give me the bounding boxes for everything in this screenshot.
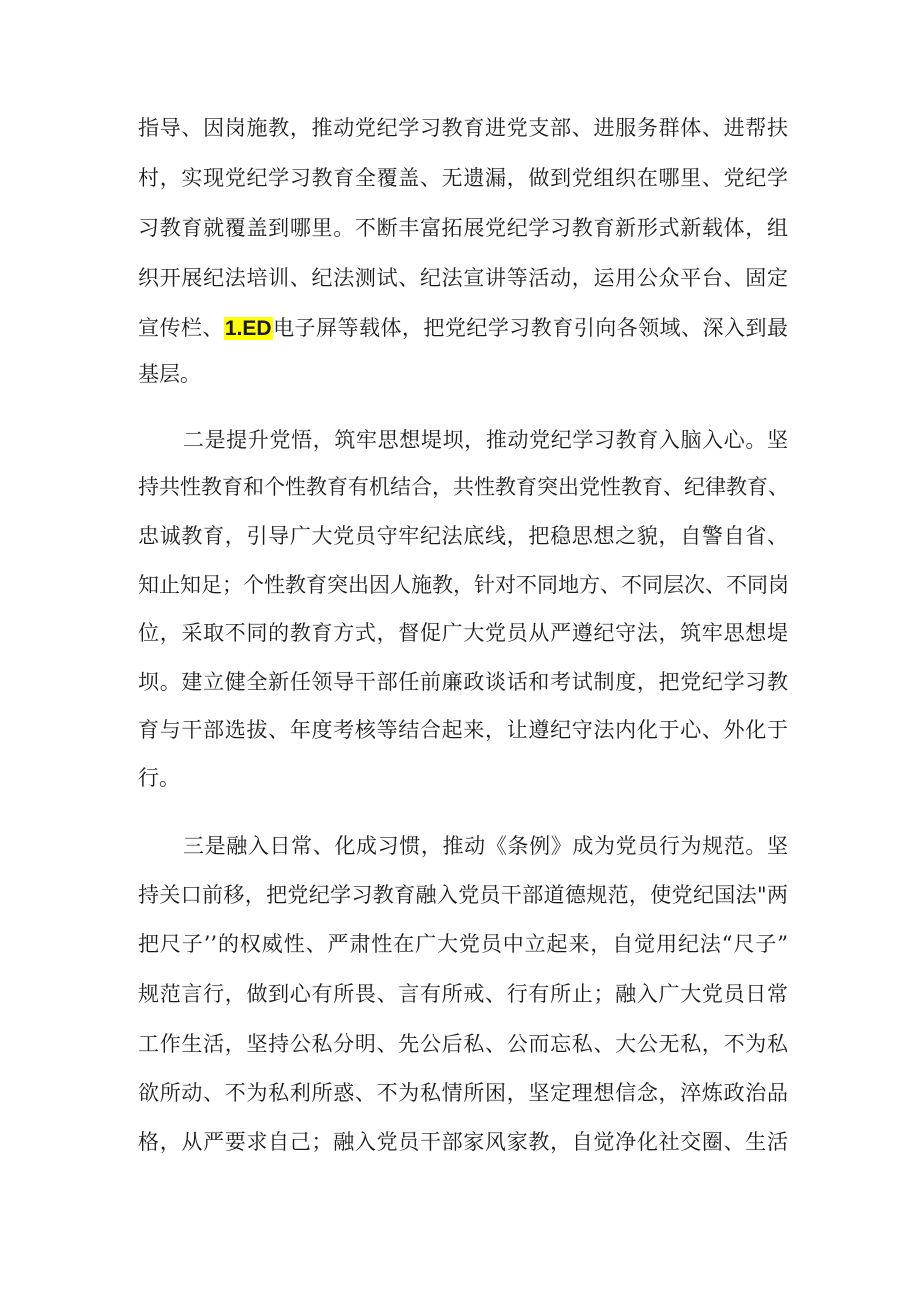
text-segment: 电子屏等载体，把党纪学习教育引向各领域、深入到最 xyxy=(272,316,789,340)
text-line: 行。 xyxy=(138,766,180,790)
text-line: 持关口前移，把党纪学习教育融入党员干部道德规范，使党纪国法"两 xyxy=(138,883,788,907)
text-line: 三是融入日常、化成习惯，推动《条例》成为党员行为规范。坚 xyxy=(183,834,788,858)
text-line: 欲所动、不为私利所惑、不为私情所困，坚定理想信念，淬炼政治品 xyxy=(138,1081,788,1105)
highlighted-text: 1.ED xyxy=(224,317,272,340)
text-line: 知止知足；个性教育突出因人施教，针对不同地方、不同层次、不同岗 xyxy=(138,573,789,597)
text-line: 持共性教育和个性教育有机结合，共性教育突出党性教育、纪律教育、 xyxy=(138,475,789,499)
text-line: 习教育就覆盖到哪里。不断丰富拓展党纪学习教育新形式新载体，组 xyxy=(138,216,788,240)
text-line xyxy=(138,308,788,348)
text-line: 工作生活，坚持公私分明、先公后私、公而忘私、大公无私，不为私 xyxy=(138,1032,788,1056)
text-line: 指导、因岗施教，推动党纪学习教育进党支部、进服务群体、进帮扶 xyxy=(138,116,788,140)
text-line: 规范言行，做到心有所畏、言有所戒、行有所止；融入广大党员日常 xyxy=(138,982,788,1006)
text-line: 基层。 xyxy=(138,362,201,386)
text-line: 格，从严要求自己；融入党员干部家风家教，自觉净化社交圈、生活 xyxy=(138,1130,788,1154)
text-line: 位，采取不同的教育方式，督促广大党员从严遵纪守法，筑牢思想堤 xyxy=(138,621,788,645)
text-line: 忠诚教育，引导广大党员守牢纪法底线，把稳思想之貌，自警自省、 xyxy=(138,524,788,548)
text-line: 二是提升党悟，筑牢思想堤坝，推动党纪学习教育入脑入心。坚 xyxy=(183,428,788,452)
text-line: 把尺子’’的权威性、严肃性在广大党员中立起来，自觉用纪法“尺子” xyxy=(138,932,788,956)
text-line: 坝。建立健全新任领导干部任前廉政谈话和考试制度，把党纪学习教 xyxy=(138,670,788,694)
text-line: 育与干部选拔、年度考核等结合起来，让遵纪守法内化于心、外化于 xyxy=(138,718,788,742)
text-line: 织开展纪法培训、纪法测试、纪法宣讲等活动，运用公众平台、固定 xyxy=(138,266,788,290)
text-line: 村，实现党纪学习教育全覆盖、无遗漏，做到党组织在哪里、党纪学 xyxy=(138,166,788,190)
text-segment: 宣传栏、 xyxy=(138,316,224,340)
